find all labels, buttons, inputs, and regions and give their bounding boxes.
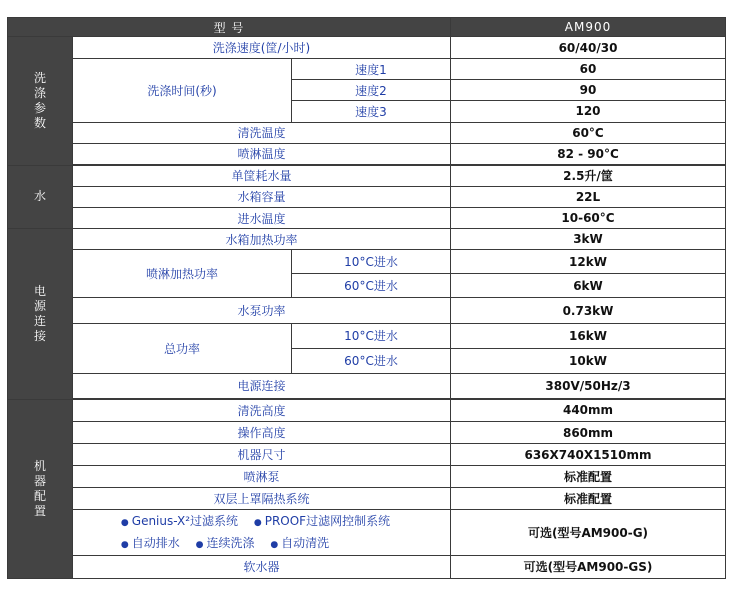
softener-value: 可选(型号AM900-GS) [451, 555, 726, 578]
inlet-temp-label: 进水温度 [73, 207, 451, 228]
water-consumption-label: 单筐耗水量 [73, 165, 451, 186]
clean-height-label: 清洗高度 [73, 399, 451, 421]
rinse-heat-10c-value: 12kW [451, 250, 726, 274]
work-height-value: 860mm [451, 422, 726, 444]
softener-label: 软水器 [73, 555, 451, 578]
power-connection-value: 380V/50Hz/3 [451, 373, 726, 398]
hood-insulation-value: 标准配置 [451, 488, 726, 510]
clean-temp-value: 60°C [451, 122, 726, 143]
option-item: ● Genius-X²过滤系统 [120, 513, 239, 528]
rinse-pump-label: 喷淋泵 [73, 466, 451, 488]
clean-temp-label: 清洗温度 [73, 122, 451, 143]
spec-table [7, 17, 726, 579]
options-cell [73, 510, 451, 555]
wash-time-speed1-label: 速度1 [292, 59, 451, 80]
wash-speed-label: 洗涤速度(筐/小时) [73, 37, 451, 59]
header-row [8, 18, 726, 37]
category-machine: 机 器 配 置 [8, 399, 73, 578]
water-consumption-value: 2.5升/筐 [451, 165, 726, 186]
rinse-heat-60c-value: 6kW [451, 274, 726, 298]
rinse-heat-60c-label: 60°C进水 [292, 274, 451, 298]
category-power: 电 源 连 接 [8, 229, 73, 400]
pump-power-label: 水泵功率 [73, 298, 451, 323]
inlet-temp-value: 10-60°C [451, 207, 726, 228]
bullet-icon: ● [270, 539, 279, 550]
wash-time-speed2-label: 速度2 [292, 80, 451, 101]
option-item: ● 自动排水 [120, 535, 180, 550]
wash-speed-value: 60/40/30 [451, 37, 726, 59]
total-power-10c-label: 10°C进水 [292, 323, 451, 348]
bullet-icon: ● [253, 517, 262, 528]
wash-time-speed1-value: 60 [451, 59, 726, 80]
total-power-60c-value: 10kW [451, 348, 726, 373]
total-power-label: 总功率 [73, 323, 292, 373]
work-height-label: 操作高度 [73, 422, 451, 444]
option-item: ● 连续洗涤 [195, 535, 255, 550]
bullet-icon: ● [120, 517, 129, 528]
tank-heat-value: 3kW [451, 229, 726, 250]
option-item: ● PROOF过滤网控制系统 [253, 513, 391, 528]
model-header-label: 型 号 [8, 18, 451, 37]
category-wash: 洗 涤 参 数 [8, 37, 73, 166]
rinse-temp-value: 82 - 90°C [451, 143, 726, 164]
wash-time-speed2-value: 90 [451, 80, 726, 101]
category-water: 水 [8, 165, 73, 228]
rinse-heat-10c-label: 10°C进水 [292, 250, 451, 274]
rinse-pump-value: 标准配置 [451, 466, 726, 488]
options-list [121, 511, 402, 555]
power-connection-label: 电源连接 [73, 373, 451, 398]
bullet-icon: ● [120, 539, 129, 550]
tank-capacity-value: 22L [451, 186, 726, 207]
hood-insulation-label: 双层上罩隔热系统 [73, 488, 451, 510]
tank-capacity-label: 水箱容量 [73, 186, 451, 207]
wash-time-speed3-label: 速度3 [292, 101, 451, 122]
machine-size-value: 636X740X1510mm [451, 444, 726, 466]
total-power-10c-value: 16kW [451, 323, 726, 348]
options-value: 可选(型号AM900-G) [451, 510, 726, 555]
wash-time-label: 洗涤时间(秒) [73, 59, 292, 122]
machine-size-label: 机器尺寸 [73, 444, 451, 466]
tank-heat-label: 水箱加热功率 [73, 229, 451, 250]
bullet-icon: ● [195, 539, 204, 550]
wash-time-speed3-value: 120 [451, 101, 726, 122]
clean-height-value: 440mm [451, 399, 726, 421]
pump-power-value: 0.73kW [451, 298, 726, 323]
rinse-temp-label: 喷淋温度 [73, 143, 451, 164]
option-item: ● 自动清洗 [270, 535, 330, 550]
rinse-heat-label: 喷淋加热功率 [73, 250, 292, 298]
total-power-60c-label: 60°C进水 [292, 348, 451, 373]
model-header-value: AM900 [451, 18, 726, 37]
